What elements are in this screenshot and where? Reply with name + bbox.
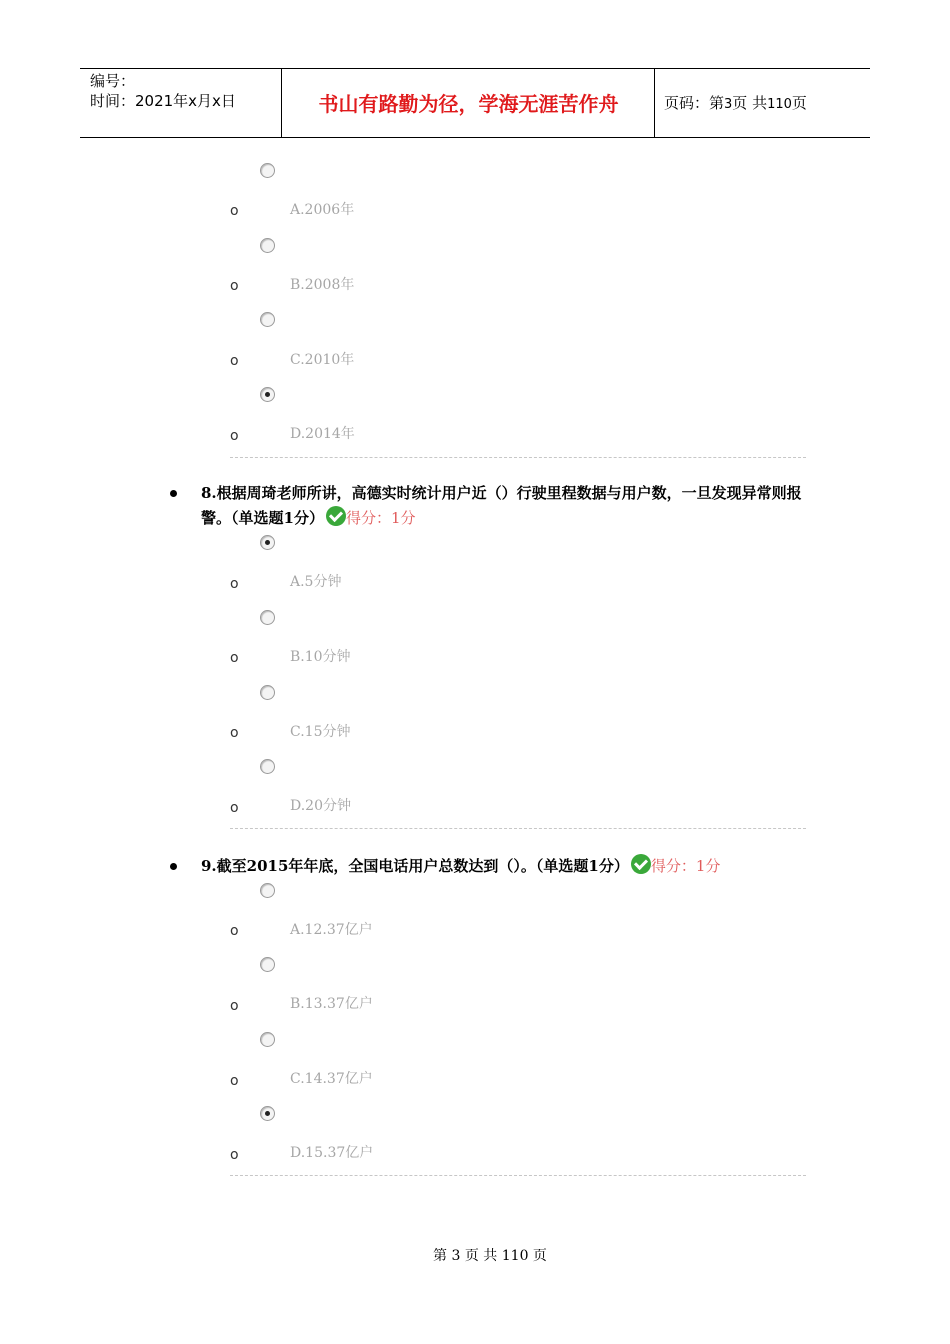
question-9	[201, 854, 811, 879]
option-bullet: o	[230, 203, 239, 219]
option-bullet: o	[230, 428, 239, 444]
option-radio[interactable]	[260, 1032, 275, 1047]
option-bullet: o	[230, 725, 239, 741]
option-label: C.15分钟	[290, 724, 351, 740]
option-bullet: o	[230, 1073, 239, 1089]
option-label: A.12.37亿户	[290, 922, 373, 938]
correct-check-icon	[631, 854, 651, 874]
option-label: A.5分钟	[290, 574, 342, 590]
option-label: D.20分钟	[290, 798, 351, 814]
option-bullet: o	[230, 576, 239, 592]
question-bullet	[170, 863, 177, 870]
option-label: D.15.37亿户	[290, 1145, 374, 1161]
option-radio[interactable]	[260, 685, 275, 700]
option-radio-selected[interactable]	[260, 1106, 275, 1121]
correct-check-icon	[326, 506, 346, 526]
option-bullet: o	[230, 923, 239, 939]
option-bullet: o	[230, 998, 239, 1014]
header-page-info	[664, 93, 807, 115]
option-bullet: o	[230, 800, 239, 816]
option-radio[interactable]	[260, 163, 275, 178]
option-radio-selected[interactable]	[260, 535, 275, 550]
page-prefix: 页码：第	[664, 94, 725, 112]
page-number: 3	[724, 97, 733, 112]
option-label: B.13.37亿户	[290, 996, 373, 1012]
option-label: C.14.37亿户	[290, 1071, 373, 1087]
option-radio[interactable]	[260, 957, 275, 972]
option-radio[interactable]	[260, 238, 275, 253]
page-suffix: 页	[791, 94, 807, 112]
score-label: 得分：1分	[345, 509, 416, 527]
serial-label: 编号：	[90, 72, 136, 90]
question-divider	[230, 1175, 806, 1176]
question-8	[201, 481, 811, 531]
option-label: A.2006年	[290, 202, 355, 218]
time-label: 时间：2021年x月x日	[90, 92, 236, 110]
question-text: 9.截至2015年年底，全国电话用户总数达到（）。（单选题1分）	[201, 857, 629, 875]
option-radio-selected[interactable]	[260, 387, 275, 402]
option-label: B.10分钟	[290, 649, 351, 665]
option-bullet: o	[230, 1147, 239, 1163]
option-radio[interactable]	[260, 312, 275, 327]
option-label: B.2008年	[290, 277, 355, 293]
option-label: C.2010年	[290, 352, 355, 368]
question-divider	[230, 457, 806, 458]
question-text: 8.根据周琦老师所讲，高德实时统计用户近（）行驶里程数据与用户数，一旦发现异常则报警。（单选题1分）	[201, 484, 802, 527]
option-radio[interactable]	[260, 759, 275, 774]
header-meta	[90, 71, 236, 111]
page-total: 110	[767, 97, 792, 112]
page-footer: 第 3 页 共 110 页	[433, 1248, 547, 1264]
header-motto: 书山有路勤为径，学海无涯苦作舟	[318, 92, 619, 116]
question-bullet	[170, 490, 177, 497]
option-radio[interactable]	[260, 610, 275, 625]
option-radio[interactable]	[260, 883, 275, 898]
page-mid: 页 共	[732, 94, 768, 112]
option-bullet: o	[230, 278, 239, 294]
option-bullet: o	[230, 353, 239, 369]
option-label: D.2014年	[290, 426, 355, 442]
page-header	[80, 68, 870, 138]
option-bullet: o	[230, 650, 239, 666]
question-divider	[230, 828, 806, 829]
score-label: 得分：1分	[650, 857, 721, 875]
